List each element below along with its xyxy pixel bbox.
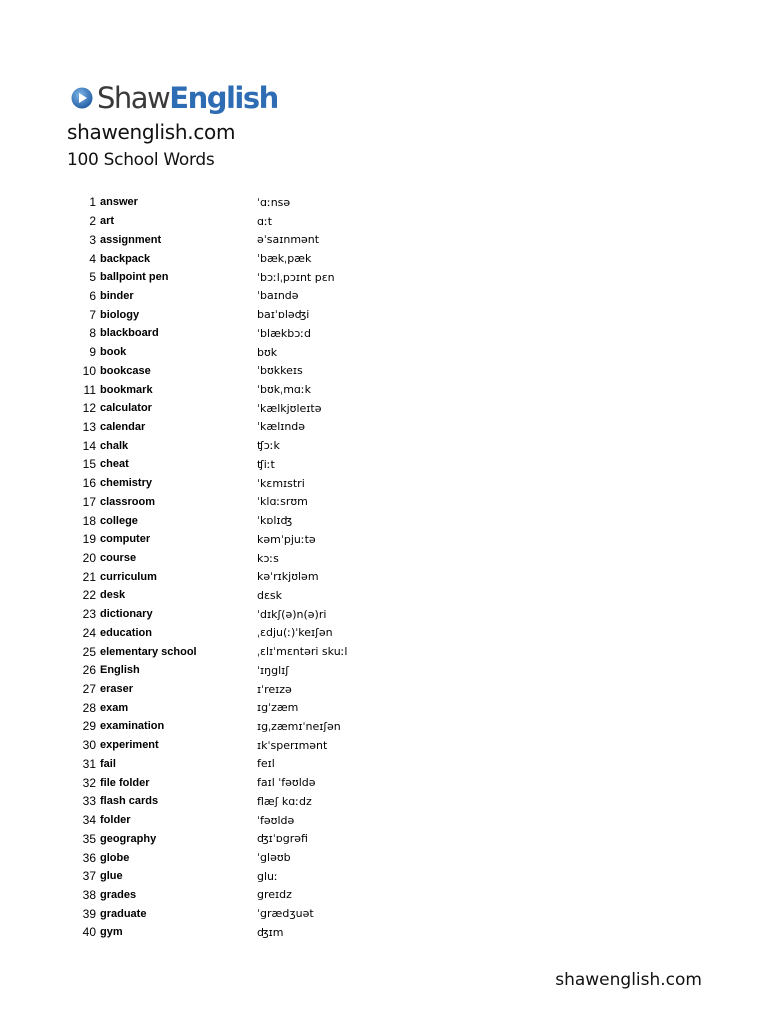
list-item [60,698,480,717]
logo-wordmark [97,80,278,115]
vocabulary-word: assignment [100,233,162,246]
list-item [60,624,480,643]
word-number: 27 [82,682,96,697]
phonetic-transcription: ˈbaɪndə [257,289,299,303]
site-title: shawenglish.com [67,120,236,144]
word-number: 33 [82,794,96,809]
phonetic-transcription: ˈbʊkˌmɑːk [257,383,311,397]
vocabulary-word: grades [100,888,137,901]
phonetic-transcription: ʤɪm [257,925,284,939]
word-number: 23 [82,607,96,622]
list-item [60,567,480,586]
vocabulary-word: calculator [100,402,152,415]
vocabulary-word: desk [100,589,126,602]
phonetic-transcription: ˈklɑːsrʊm [257,495,308,509]
vocabulary-word: curriculum [100,570,157,583]
list-item [60,923,480,942]
phonetic-transcription: kɔːs [257,551,279,565]
word-number: 13 [82,419,96,434]
word-number: 20 [82,551,96,566]
vocabulary-word: backpack [100,252,151,265]
word-number: 35 [82,831,96,846]
list-item [60,474,480,493]
list-item [60,661,480,680]
phonetic-transcription: ɪgˈzæm [257,701,299,715]
vocabulary-word: dictionary [100,608,153,621]
phonetic-transcription: ˌɛlɪˈmɛntəri skuːl [257,645,348,659]
phonetic-transcription: greɪdz [257,888,292,902]
phonetic-transcription: ˌɛdju(ː)ˈkeɪʃən [257,626,333,640]
word-number: 32 [82,775,96,790]
word-number: 17 [82,494,96,509]
vocabulary-word: answer [100,196,138,209]
word-number: 36 [82,850,96,865]
phonetic-transcription: ɪkˈsperɪmənt [257,738,328,752]
phonetic-transcription: ˈkælɪndə [257,420,306,434]
list-item [60,530,480,549]
phonetic-transcription: baɪˈɒləʤi [257,308,310,322]
logo-text-english: English [169,80,278,115]
phonetic-transcription: ʧɔːk [257,439,280,453]
list-item [60,324,480,343]
phonetic-transcription: kəmˈpjuːtə [257,532,316,546]
list-item [60,436,480,455]
vocabulary-word: file folder [100,776,150,789]
word-number: 39 [82,906,96,921]
list-item [60,792,480,811]
phonetic-transcription: ɑːt [257,214,273,228]
list-item [60,867,480,886]
vocabulary-word: eraser [100,683,134,696]
phonetic-transcription: ɪgˌzæmɪˈneɪʃən [257,719,341,733]
list-item [60,212,480,231]
word-number: 1 [89,195,96,210]
phonetic-transcription: ˈkɒlɪʤ [257,514,293,528]
phonetic-transcription: ˈgrædʒuət [257,907,314,921]
list-item [60,829,480,848]
phonetic-transcription: feɪl [257,757,275,771]
vocabulary-word: chalk [100,439,129,452]
list-item [60,605,480,624]
list-item [60,717,480,736]
phonetic-transcription: faɪl ˈfəʊldə [257,776,316,790]
vocabulary-word: binder [100,289,134,302]
phonetic-transcription: bʊk [257,345,278,359]
list-item [60,680,480,699]
list-item [60,586,480,605]
phonetic-transcription: ˈɑːnsə [257,195,291,209]
list-item [60,380,480,399]
vocabulary-word: glue [100,870,123,883]
word-number: 31 [82,756,96,771]
word-number: 30 [82,738,96,753]
list-item [60,811,480,830]
phonetic-transcription: kəˈrɪkjʊləm [257,570,319,584]
word-number: 21 [82,569,96,584]
word-number: 26 [82,663,96,678]
phonetic-transcription: ˈɪŋglɪʃ [257,663,289,677]
list-item [60,418,480,437]
vocabulary-word: calendar [100,420,146,433]
word-number: 12 [82,401,96,416]
document-title: 100 School Words [67,150,215,170]
word-number: 9 [89,345,96,360]
list-item [60,287,480,306]
list-item [60,886,480,905]
phonetic-transcription: ˈbækˌpæk [257,252,312,266]
vocabulary-word: classroom [100,495,156,508]
list-item [60,511,480,530]
phonetic-transcription: ˈdɪkʃ(ə)n(ə)ri [257,607,327,621]
vocabulary-word: fail [100,757,116,770]
phonetic-transcription: dɛsk [257,588,283,602]
vocabulary-word: computer [100,533,151,546]
phonetic-transcription: ˈkælkjʊleɪtə [257,401,322,415]
word-number: 3 [89,232,96,247]
list-item [60,642,480,661]
vocabulary-word: bookcase [100,364,151,377]
vocabulary-word: folder [100,814,131,827]
vocabulary-word: gym [100,926,123,939]
vocabulary-word: book [100,346,127,359]
phonetic-transcription: ˈblækbɔːd [257,326,311,340]
word-number: 19 [82,532,96,547]
word-number: 28 [82,700,96,715]
vocabulary-word: course [100,552,137,565]
word-number: 37 [82,869,96,884]
list-item [60,755,480,774]
word-number: 22 [82,588,96,603]
vocabulary-word: elementary school [100,645,197,658]
vocabulary-word: examination [100,720,165,733]
word-number: 18 [82,513,96,528]
word-number: 7 [89,307,96,322]
word-number: 16 [82,476,96,491]
word-number: 2 [89,214,96,229]
list-item [60,230,480,249]
vocabulary-word: graduate [100,907,147,920]
vocabulary-word: flash cards [100,795,159,808]
vocabulary-word: cheat [100,458,129,471]
word-number: 24 [82,625,96,640]
phonetic-transcription: gluː [257,869,278,883]
word-number: 14 [82,438,96,453]
list-item [60,305,480,324]
vocabulary-word: experiment [100,739,159,752]
list-item [60,343,480,362]
word-number: 11 [83,382,96,397]
vocabulary-word: ballpoint pen [100,271,169,284]
list-item [60,549,480,568]
list-item [60,736,480,755]
list-item [60,455,480,474]
word-number: 29 [82,719,96,734]
vocabulary-word: chemistry [100,477,152,490]
vocabulary-word: college [100,514,138,527]
play-icon [71,87,93,109]
list-item [60,773,480,792]
word-number: 34 [82,813,96,828]
list-item [60,249,480,268]
shawenglish-logo [71,80,278,116]
phonetic-transcription: ʤɪˈɒgrəfi [257,832,308,846]
word-number: 5 [89,270,96,285]
word-number: 40 [82,925,96,940]
footer-site: shawenglish.com [555,970,702,990]
list-item [60,904,480,923]
list-item [60,848,480,867]
word-number: 8 [89,326,96,341]
vocabulary-word: art [100,215,115,228]
word-number: 10 [82,363,96,378]
word-number: 38 [82,887,96,902]
word-number: 6 [89,288,96,303]
vocabulary-word: exam [100,701,129,714]
phonetic-transcription: ˈgləʊb [257,851,291,865]
list-item [60,361,480,380]
phonetic-transcription: ˈkɛmɪstri [257,476,305,490]
vocabulary-word: blackboard [100,327,159,340]
phonetic-transcription: ɪˈreɪzə [257,682,292,696]
vocabulary-word: bookmark [100,383,153,396]
vocabulary-word: English [100,664,140,677]
word-number: 4 [89,251,96,266]
vocabulary-word: globe [100,851,130,864]
phonetic-transcription: ˈbʊkkeɪs [257,364,303,378]
word-number: 15 [82,457,96,472]
word-list [60,193,480,942]
word-number: 25 [82,644,96,659]
phonetic-transcription: ˈbɔːlˌpɔɪnt pɛn [257,270,335,284]
vocabulary-word: geography [100,832,157,845]
phonetic-transcription: əˈsaɪnmənt [257,233,320,247]
list-item [60,493,480,512]
list-item [60,193,480,212]
phonetic-transcription: ʧiːt [257,457,275,471]
phonetic-transcription: flæʃ kɑːdz [257,794,312,808]
list-item [60,268,480,287]
vocabulary-word: biology [100,308,140,321]
logo-text-shaw: Shaw [97,80,170,115]
list-item [60,399,480,418]
vocabulary-word: education [100,626,152,639]
phonetic-transcription: ˈfəʊldə [257,813,295,827]
